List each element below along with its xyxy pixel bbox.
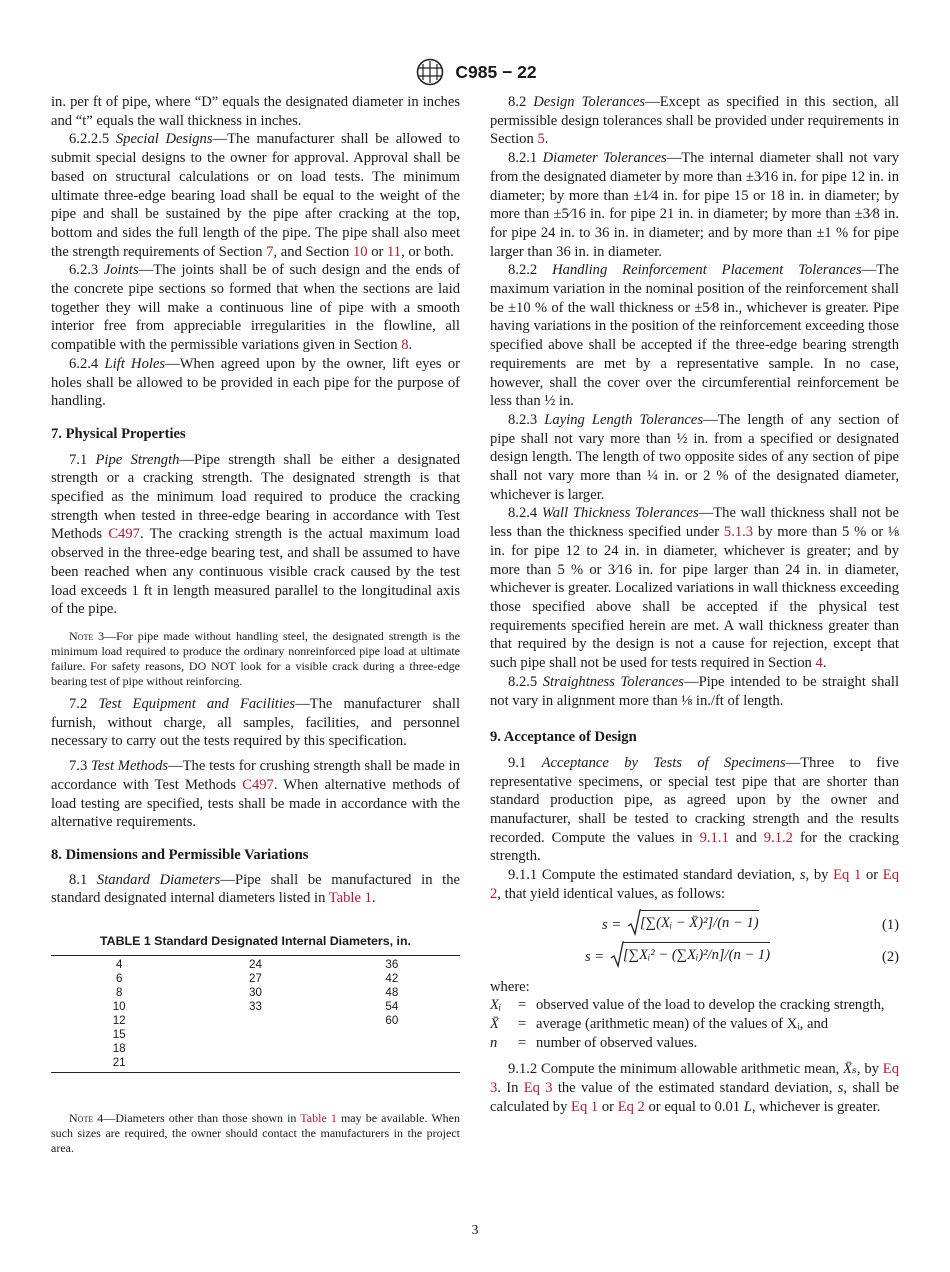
text: —The joints shall be of such design and the ends of the concrete pipe sections so formed that when the sections are laid together they will make a continuous line of pipe with a smooth interior free from appreciable irregularities in the flowline, all compatible with the permissible variations given in Section xyxy=(51,262,461,354)
eq-1-link[interactable]: Eq 1 xyxy=(833,867,862,884)
table-row xyxy=(51,955,460,972)
table-cell xyxy=(324,1042,460,1056)
section-title: Special Designs xyxy=(115,131,213,148)
where-label: where: xyxy=(490,978,530,995)
table-cell: 24 xyxy=(249,957,262,971)
section-10-link[interactable]: 10 xyxy=(352,243,368,260)
text: —The manufacturer shall furnish, without charge, all samples, facilities, and personnel necessary to carry out the tests required by this specification. xyxy=(51,695,461,750)
paragraph-8-2-2 xyxy=(490,261,899,411)
section-number: 8.2 xyxy=(508,94,527,110)
paragraph-8-1 xyxy=(51,871,460,908)
text: —Three to five representative specimens, or special test pipe that are shorter than standard production pipe, as agreed upon by the owner and manufacturer, shall be tested to cracking strength and the results recorded. Compute the values in xyxy=(490,754,899,846)
text: 9.1.2 Compute the minimum allowable arithmetic mean, xyxy=(508,1061,844,1078)
equation-rhs: [∑(Xᵢ − X̄)²]/(n − 1) xyxy=(640,910,759,933)
section-title: Handling Reinforcement Placement Tolerances xyxy=(552,262,862,279)
text: . The cracking strength is the actual maximum load observed in the three-edge bearing test, and shall be assumed to have been reached when any continuous visible crack caused by the test load exceeds 1 ft in length measured parallel to the longitudinal axis of the pipe. xyxy=(51,526,460,618)
text: or xyxy=(598,1098,618,1115)
paragraph-8-2-5 xyxy=(490,673,899,710)
note-3 xyxy=(51,629,460,689)
section-heading-9: 9. Acceptance of Design xyxy=(490,729,637,746)
symbol: L xyxy=(743,1098,752,1115)
text: . When alternative methods of load testing are specified, tests shall be made in accordance with the alternative requirements. xyxy=(51,776,460,831)
text: , whichever is greater. xyxy=(751,1098,881,1115)
definition-symbol: Xᵢ xyxy=(490,997,502,1014)
table-row xyxy=(51,986,460,1000)
c497-link[interactable]: C497 xyxy=(108,526,140,543)
section-title: Standard Diameters xyxy=(96,871,221,888)
text: —Pipe intended to be straight shall not vary in alignment more than ⅛ in./ft of length. xyxy=(490,673,899,709)
section-9-1-1-link[interactable]: 9.1.1 xyxy=(699,829,729,846)
section-8-link[interactable]: 8 xyxy=(401,337,409,354)
text: , by xyxy=(856,1061,883,1078)
equation-lhs: s = xyxy=(602,916,622,933)
paragraph-8-2 xyxy=(490,93,899,149)
definition-text: average (arithmetic mean) of the values of Xᵢ, and xyxy=(536,1015,829,1032)
symbol: X̄ₛ xyxy=(843,1061,857,1078)
paragraph-7-1 xyxy=(51,451,460,619)
section-number: 8.2.5 xyxy=(508,673,538,690)
note-text: —Diameters other than those shown in xyxy=(103,1110,301,1125)
astm-logo-icon xyxy=(413,58,447,86)
table-cell: 21 xyxy=(112,1055,126,1069)
table-cell: 60 xyxy=(385,1013,399,1027)
text: , that yield identical values, as follows: xyxy=(497,885,726,902)
note-text: may be available. When such sizes are required, the owner should contact the manufacturers in the project area. xyxy=(51,1110,460,1155)
table-cell: 27 xyxy=(249,971,262,985)
paragraph-8-2-1 xyxy=(490,149,899,261)
table-cell xyxy=(187,1042,323,1056)
definition-symbol: n xyxy=(490,1034,498,1051)
section-number: 8.2.2 xyxy=(508,262,538,279)
table-cell: 42 xyxy=(385,971,399,985)
section-9-1-2-link[interactable]: 9.1.2 xyxy=(763,829,793,846)
definition-row xyxy=(490,1034,899,1053)
table-cell xyxy=(187,1014,323,1028)
text: —Pipe shall be manufactured in the standard designated internal diameters listed in xyxy=(51,871,460,907)
section-title: Joints xyxy=(103,262,139,279)
definition-text: observed value of the load to develop the cracking strength, xyxy=(536,997,885,1014)
text: . xyxy=(371,890,376,907)
paragraph: in. per ft of pipe, where “D” equals the designated diameter in inches and “t” equals the wall thickness in inches. xyxy=(51,94,460,129)
text: —Except as specified in this section, all permissible design tolerances shall be provided under requirements in Section xyxy=(490,94,900,148)
section-title: Acceptance by Tests of Specimens xyxy=(541,754,786,771)
text: . xyxy=(408,337,413,354)
text: , or both. xyxy=(401,243,454,260)
section-number: 8.2.1 xyxy=(508,150,538,167)
equation-2 xyxy=(490,940,899,972)
equation-number: (1) xyxy=(881,916,899,933)
section-heading-8: 8. Dimensions and Permissible Variations xyxy=(51,846,309,863)
page-header xyxy=(0,58,950,86)
c497-link[interactable]: C497 xyxy=(242,776,274,793)
definition-row xyxy=(490,1015,899,1034)
text: , shall be calculated by xyxy=(490,1080,899,1115)
section-number: 7.3 xyxy=(69,758,88,775)
equation-number: (2) xyxy=(881,948,899,965)
definition-symbol: X̄ xyxy=(490,1015,499,1032)
section-title: Lift Holes xyxy=(104,355,166,372)
table-cell: 33 xyxy=(249,999,262,1013)
eq-3-link[interactable]: Eq 3 xyxy=(490,1061,899,1097)
definition-equals: = xyxy=(518,1034,527,1051)
paragraph-6-2-2-5 xyxy=(51,130,460,261)
text: —The maximum variation in the nominal position of the reinforcement shall be ±10 % of the wall thickness or ±5⁄8 in., whichever is greater. Pipe having variations in the position of the reinforcement exceeding those specified above shall be accepted if the three-edge bearing strength requirements are met by a representative sample. In no case, however, shall the cover over the circumferential reinforcement be less than ½ in. xyxy=(490,262,899,410)
equation-rhs: [∑Xᵢ² − (∑Xᵢ)²/n]/(n − 1) xyxy=(623,942,770,965)
note-label: Note 4 xyxy=(69,1110,104,1125)
table-cell: 30 xyxy=(249,985,262,999)
paragraph-9-1 xyxy=(490,754,899,866)
table-row xyxy=(51,1042,460,1056)
eq-1-link[interactable]: Eq 1 xyxy=(571,1098,599,1115)
text: . In xyxy=(497,1080,524,1097)
section-title: Pipe Strength xyxy=(95,451,180,468)
eq-3-link[interactable]: Eq 3 xyxy=(523,1080,553,1097)
table-cell: 48 xyxy=(385,985,399,999)
table-cell: 8 xyxy=(115,985,123,999)
section-number: 8.1 xyxy=(69,871,88,888)
table-cell xyxy=(324,1056,460,1073)
text: , and Section xyxy=(273,243,353,260)
equation-1 xyxy=(490,908,899,940)
text: —Pipe strength shall be either a designated strength or a cracking strength. The designated strength is that specified as the minimum load required to produce the cracking strength when tested in three-edge bearing in accordance with Test Methods xyxy=(51,451,460,543)
table-row xyxy=(51,1028,460,1042)
table-cell: 54 xyxy=(385,999,399,1013)
text: —The wall thickness shall not be less than the thickness specified under xyxy=(490,505,900,541)
section-5-1-3-link[interactable]: 5.1.3 xyxy=(723,524,754,541)
text: 9.1.1 Compute the estimated standard deviation, xyxy=(508,867,800,884)
radical-icon xyxy=(627,909,641,937)
definition-equals: = xyxy=(518,997,527,1014)
table-cell xyxy=(187,1056,323,1073)
section-number: 6.2.2.5 xyxy=(69,131,110,148)
section-number: 7.2 xyxy=(69,695,88,712)
text: or xyxy=(861,867,883,884)
table-row xyxy=(51,1014,460,1028)
radical-icon xyxy=(610,941,624,969)
equation-lhs: s = xyxy=(585,948,605,965)
table-row xyxy=(51,1000,460,1014)
text: . xyxy=(544,131,549,148)
paragraph-7-2 xyxy=(51,695,460,751)
section-number: 6.2.3 xyxy=(69,262,99,279)
table-cell: 10 xyxy=(112,999,126,1013)
text: —The manufacturer shall be allowed to submit special designs to the owner for approval. Approval shall be based on structural calculations or on load tests. The minimum ultimate three-edge bearing load shall be equal to the weight of the pipe and shall be sustained by the pipe after cracking at the top, bottom and sides the full length of the pipe. The pipe shall also meet the strength requirements of Section xyxy=(51,131,460,260)
right-column xyxy=(490,93,899,1116)
paragraph-9-1-2 xyxy=(490,1060,899,1116)
table-cell: 12 xyxy=(112,1013,126,1027)
text: —The length of any section of pipe shall not vary more than ½ in. from a specified or designated design length. The length of two opposite sides of any section of pipe shall not vary more than ¼ in. or 2 % of the designated diameter, whichever is larger. xyxy=(490,411,899,503)
section-title: Diameter Tolerances xyxy=(542,150,667,167)
section-5-link[interactable]: 5 xyxy=(537,131,545,148)
paragraph-8-2-4 xyxy=(490,504,899,672)
paragraph-7-3 xyxy=(51,757,460,832)
eq-2-link[interactable]: Eq 2 xyxy=(490,867,899,902)
text: or equal to 0.01 xyxy=(644,1098,744,1115)
paragraph-6-2-3 xyxy=(51,261,460,355)
section-title: Wall Thickness Tolerances xyxy=(541,505,699,522)
table-cell: 36 xyxy=(385,957,399,971)
section-title: Test Methods xyxy=(91,758,169,775)
diameters-table xyxy=(51,955,460,1073)
note-text: —For pipe made without handling steel, the designated strength is the minimum load required to produce the ordinary nonreinforced pipe load at ultimate failure. For safety reasons, DO NOT look for a visible crack during a three-edge bearing test of pipe without reinforcing. xyxy=(51,628,460,688)
paragraph-8-2-3 xyxy=(490,411,899,505)
text: or xyxy=(367,243,388,260)
section-heading-7: 7. Physical Properties xyxy=(51,425,186,442)
note-4 xyxy=(51,1111,460,1156)
paragraph-9-1-1 xyxy=(490,866,899,903)
definitions-list xyxy=(490,996,899,1052)
definition-row xyxy=(490,996,899,1015)
text: the value of the estimated standard deviation, xyxy=(552,1080,838,1097)
text: and xyxy=(728,829,764,846)
paragraph-6-2-4 xyxy=(51,355,460,411)
section-title: Design Tolerances xyxy=(533,94,646,110)
section-title: Laying Length Tolerances xyxy=(544,411,704,428)
symbol: s xyxy=(799,867,806,884)
text: for the cracking strength. xyxy=(490,829,899,865)
section-11-link[interactable]: 11 xyxy=(387,243,402,260)
table-title: TABLE 1 Standard Designated Internal Diameters, in. xyxy=(100,934,411,949)
table-cell: 4 xyxy=(115,957,123,971)
section-number: 9.1 xyxy=(508,754,527,771)
table-row xyxy=(51,972,460,986)
section-7-link[interactable]: 7 xyxy=(266,243,274,260)
text: by more than 5 % or ⅛ in. for pipe 12 to 24 in. in diameter, whichever is greater; and by more than 5 % or 3⁄16 in. for pipe larger than 24 in. in diameter, whichever is greater. Localized variations in wall thickness exceeding those specified above shall be accepted if the physical test requirements specified herein are met. A wall thickness greater than that required by the design is not a cause for rejection, except that such pipe shall not be used for tests required in Section xyxy=(490,524,899,672)
section-number: 7.1 xyxy=(69,451,88,468)
symbol: s xyxy=(837,1080,844,1097)
section-number: 6.2.4 xyxy=(69,355,99,372)
text: —The tests for crushing strength shall be made in accordance with Test Methods xyxy=(51,758,460,793)
section-title: Straightness Tolerances xyxy=(542,673,684,690)
text: —The internal diameter shall not vary from the designated diameter by more than ±3⁄16 in. for pipe 12 in. in diameter; by more than ±1⁄4 in. for pipe 15 or 18 in. in diameter; by more than ±5⁄16 in. for pipe 21 in. in diameter; by more than ±3⁄8 in. for pipe 24 in. to 36 in. in diameter; and by more than ±1 % for pipe larger than 36 in. in diameter. xyxy=(490,150,899,260)
section-number: 8.2.3 xyxy=(508,411,538,428)
left-column xyxy=(51,93,460,1156)
eq-2-link[interactable]: Eq 2 xyxy=(617,1098,645,1115)
definition-equals: = xyxy=(518,1015,527,1032)
text: . xyxy=(822,655,827,672)
standard-code: C985 − 22 xyxy=(455,61,537,82)
table-cell xyxy=(187,1028,323,1042)
table-1-link[interactable]: Table 1 xyxy=(328,890,372,907)
table-cell: 18 xyxy=(112,1041,126,1055)
section-number: 8.2.4 xyxy=(508,505,538,522)
table-cell: 6 xyxy=(115,971,123,985)
table-row xyxy=(51,1056,460,1073)
table-cell xyxy=(324,1028,460,1042)
page-number: 3 xyxy=(471,1222,479,1237)
section-4-link[interactable]: 4 xyxy=(815,655,823,672)
section-title: Test Equipment and Facilities xyxy=(98,695,296,712)
table-cell: 15 xyxy=(112,1027,126,1041)
text: —When agreed upon by the owner, lift eyes or holes shall be allowed to be provided in each pipe for the purpose of handling. xyxy=(51,355,460,410)
note-label: Note 3 xyxy=(69,628,105,643)
definition-text: number of observed values. xyxy=(536,1034,698,1051)
table-1-link[interactable]: Table 1 xyxy=(300,1110,337,1125)
text: , by xyxy=(805,867,834,884)
